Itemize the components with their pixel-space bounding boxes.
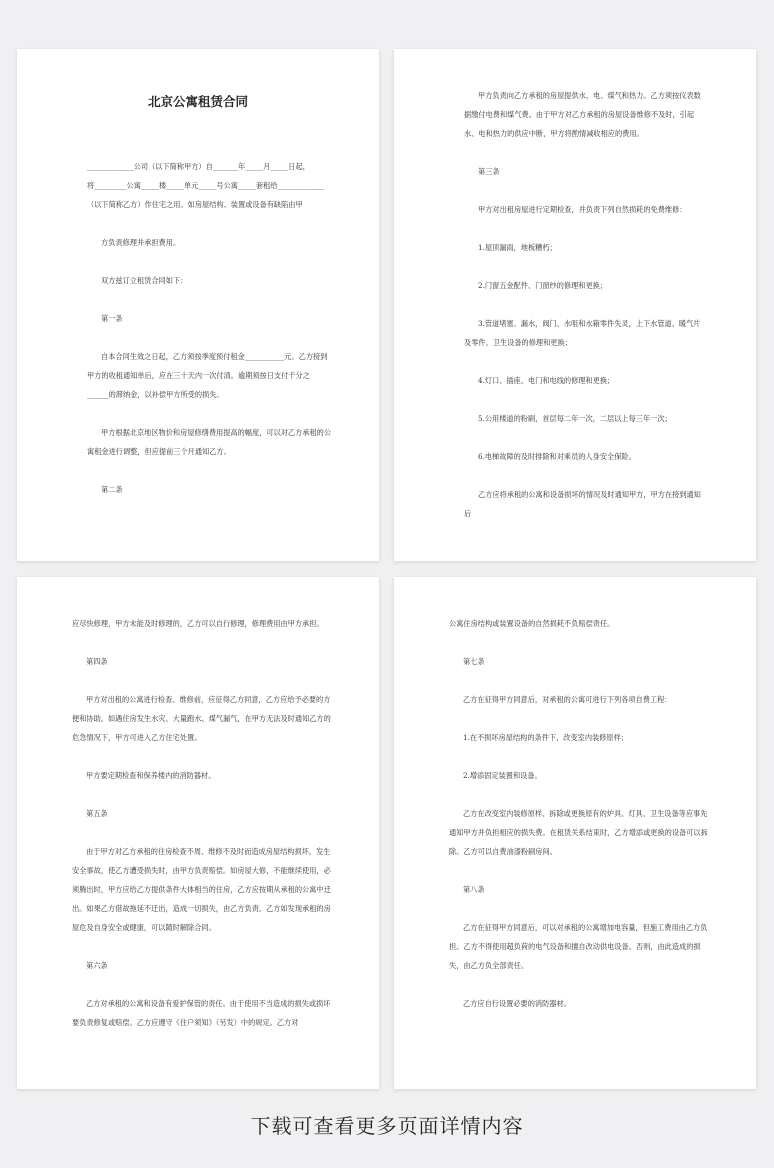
paragraph: 将_________公寓_____楼_____单元_____号公寓_____套租给_____________ [87,181,325,190]
paragraph: _____________公司（以下简称甲方）自_______年_____月_____日起， [87,162,310,171]
paragraph: 乙方对承租的公寓和设备有爱护保管的责任。由于使用不当造成的损失或损坏要负责修复或赔偿。乙方应遵守《住户须知》（另发）中的规定。乙方对 [72,999,331,1027]
paragraph: 甲方负责向乙方承租的房屋提供水、电、煤气和热力。乙方须按仪表数据缴付电费和煤气费。由于甲方对乙方承租的房屋设备维修不及时，引起水、电和热力的供应中断，甲方将酌情减收相应的费用。 [464,91,701,138]
paragraph: 方负责修理并承担费用。 [101,238,181,247]
document-page-3 [17,577,379,1089]
paragraph: 双方兹订立租赁合同如下： [101,276,188,285]
list-item: 1.屋顶漏雨，地板糟朽； [478,243,557,252]
article-heading: 第七条 [463,657,485,666]
list-item: 4.灯口、插座、电门和电线的修理和更换； [478,376,615,385]
document-page-2 [394,49,756,561]
paragraph: 甲方对出租房屋进行定期检查，并负责下列自然损耗的免费维修： [478,205,687,214]
list-item: 2.门窗五金配件、门窗纱的修理和更换； [478,281,608,290]
paragraph: 乙方应自行设置必要的消防器材。 [463,999,571,1008]
paragraph: 乙方在征得甲方同意后，对承租的公寓可进行下列各项自费工程： [463,695,672,704]
paragraph: 甲方要定期检查和保养楼内的消防器材。 [86,771,216,780]
article-heading: 第六条 [86,961,108,970]
paragraph: 由于甲方对乙方承租的住房检查不周、维修不及时而造成房屋结构损坏，发生安全事故，使乙方遭受损失时，由甲方负责赔偿。如房屋大修，不能继续使用，必须腾出时，甲方应给乙方提供条件大体相当的住房，乙方应按期从承租的公寓中迁出。如果乙方借故拖延不迁出，造成一切损失，由乙方负责。乙方如发现承租的房屋危及自身安全或健康，可以随时解除合同。 [72,847,331,932]
list-item: 2.增添固定装置和设备。 [463,771,542,780]
list-item: 3.管道堵塞、漏水，阀门、水咀和水箱零件失灵，上下水管道、暖气片及零件、卫生设备的修理和更换； [464,319,701,347]
paragraph: 自本合同生效之日起，乙方须按季度预付租金___________元。乙方接到甲方的收租通知单后，应在三十天内一次付清。逾期须按日支付千分之______的滞纳金，以补偿甲方所受的损失。 [87,352,328,399]
list-item: 5.公用楼道的粉刷，首层每二年一次，二层以上每三年一次； [478,414,672,423]
paragraph: （以下简称乙方）作住宅之用。如房屋结构、装置或设备有缺陷由甲 [87,200,303,209]
footer-caption: 下载可查看更多页面详情内容 [250,1114,524,1138]
list-item: 6.电梯故障的及时排除和对乘员的人身安全保险。 [478,452,636,461]
article-heading: 第一条 [101,314,123,323]
document-page-1 [17,49,379,561]
paragraph: 公寓住房结构或装置设备的自然损耗不负赔偿责任。 [449,619,615,628]
article-heading: 第五条 [86,809,108,818]
article-heading: 第三条 [478,167,500,176]
paragraph: 乙方应将承租的公寓和设备损坏的情况及时通知甲方，甲方在接到通知后 [464,490,701,518]
paragraph: 乙方在改变室内装修原样、拆除或更换原有的炉具、灯具、卫生设备等应事先通知甲方并负担相应的损失费。在租赁关系结束时，乙方增添或更换的设备可以拆除。乙方可以自费油漆粉刷房间。 [449,809,708,856]
article-heading: 第四条 [86,657,108,666]
page-4-body [449,614,708,1013]
page-3-body [72,614,331,1032]
document-page-4 [394,577,756,1089]
document-title: 北京公寓租赁合同 [147,94,248,109]
paragraph: 乙方在征得甲方同意后，可以对承租的公寓增加电容量，但施工费用由乙方负担。乙方不得使用超负荷的电气设备和擅自改动供电设备。否则，由此造成的损失，由乙方负全部责任。 [449,923,708,970]
article-heading: 第二条 [101,485,123,494]
paragraph: 甲方根据北京地区物价和房屋修缮费用提高的幅度，可以对乙方承租的公寓租金进行调整，但应提前三个月通知乙方。 [87,428,332,456]
paragraph: 甲方对出租的公寓进行检查、维修前，应征得乙方同意，乙方应给予必要的方便和协助。如遇住房发生水灾、大量跑水、煤气漏气，在甲方无法及时通知乙方的危急情况下，甲方可进入乙方住宅处置。 [72,695,331,742]
list-item: 1.在不损坏房屋结构的条件下，改变室内装修原样； [463,733,628,742]
page-1-body [87,157,331,499]
page-2-body [464,86,706,523]
paragraph: 应尽快修理，甲方未能及时修理的，乙方可以自行修理，修理费用由甲方承担。 [72,619,324,628]
article-heading: 第八条 [463,885,485,894]
